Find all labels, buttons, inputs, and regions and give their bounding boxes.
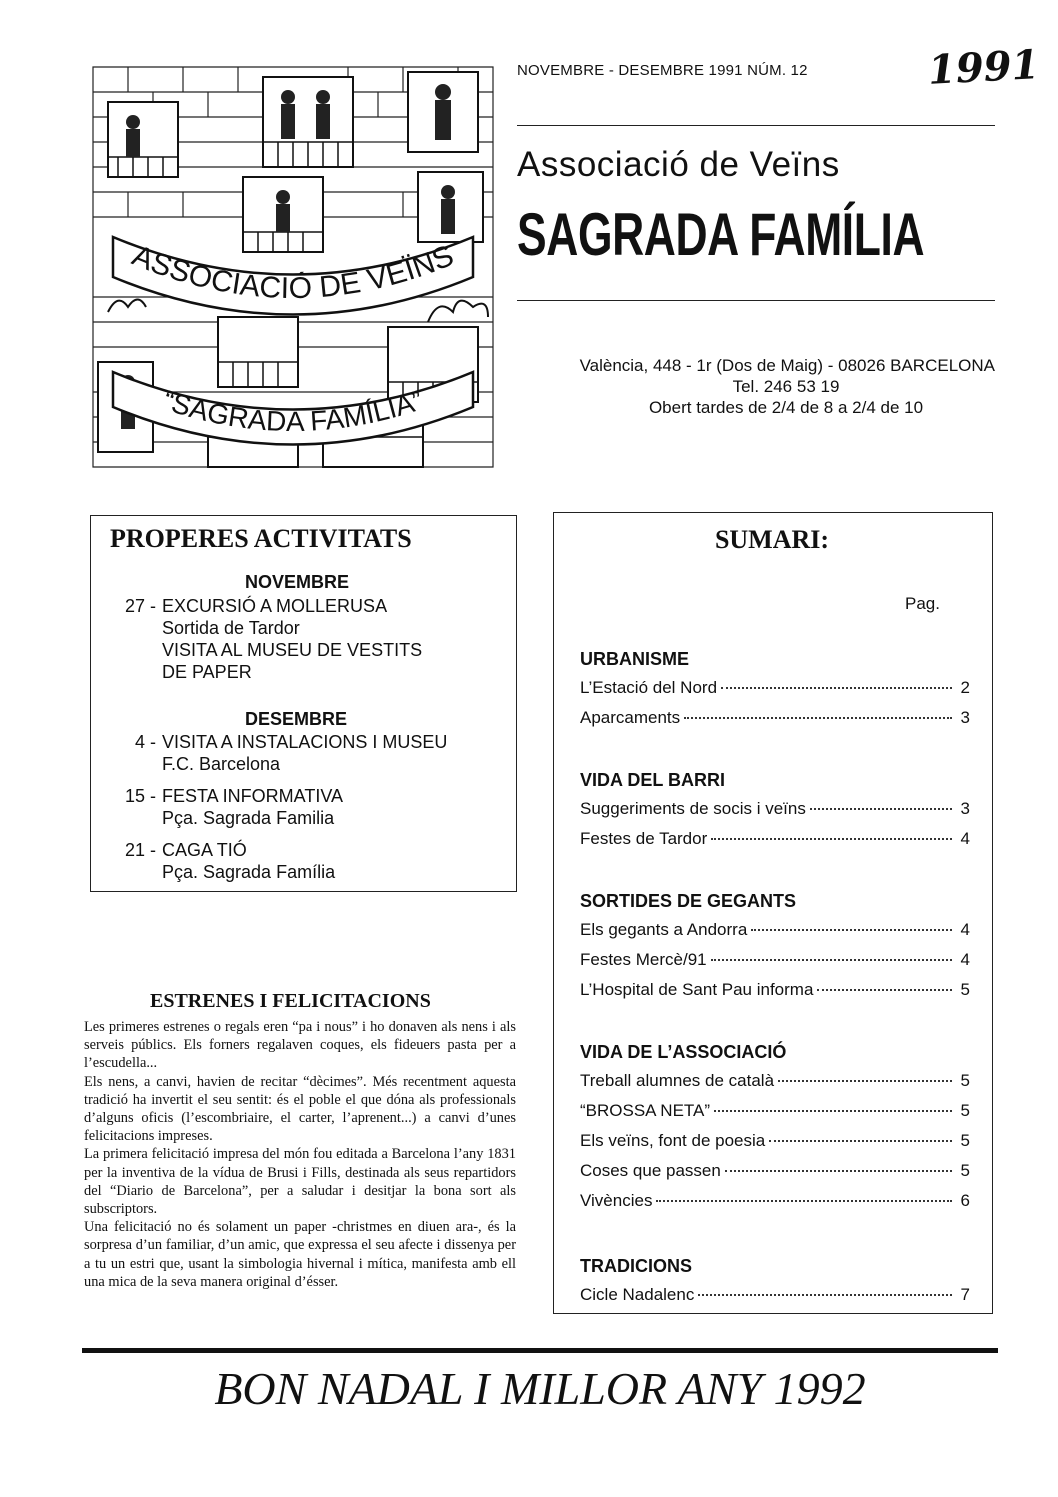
building-illustration bbox=[88, 62, 498, 472]
toc-entry[interactable] bbox=[580, 980, 970, 1010]
sumari-section-urbanisme bbox=[580, 649, 970, 738]
estrenes-paragraph: Les primeres estrenes o regals eren “pa i nous” i ho donaven als nens i als serveis públics. Els forners regalaven coques, els fideuers pasta per a l’escudella... bbox=[84, 1019, 516, 1072]
toc-entry[interactable] bbox=[580, 920, 970, 950]
org-name-line1: Associació de Veïns bbox=[517, 145, 840, 184]
toc-leader bbox=[817, 989, 952, 991]
address-street: València, 448 - 1r (Dos de Maig) - 08026 BARCELONA bbox=[579, 356, 995, 375]
activity-line: FESTA INFORMATIVA bbox=[162, 786, 344, 806]
header-rule-bottom bbox=[517, 300, 995, 301]
month-heading-november: NOVEMBRE bbox=[245, 572, 350, 592]
toc-entry-label: L’Hospital de Sant Pau informa bbox=[580, 980, 814, 999]
toc-entry-label: Festes de Tardor bbox=[580, 829, 708, 848]
sumari-section-title: SORTIDES DE GEGANTS bbox=[580, 891, 797, 911]
toc-leader bbox=[656, 1200, 952, 1202]
sumari-section-title: URBANISME bbox=[580, 649, 690, 669]
address-phone: Tel. 246 53 19 bbox=[732, 377, 840, 396]
address-hours: Obert tardes de 2/4 de 8 a 2/4 de 10 bbox=[648, 398, 924, 417]
estrenes-paragraph: Una felicitació no és solament un paper -christmes en diuen ara-, és la sorpresa d’un familiar, d’un amic, que expressa el seu afecte i dissenya per a tu un estri que, usant la simbologia hivernal i mítica, manifesta amb ell una mica de la seva manera original d’ésser. bbox=[84, 1219, 516, 1290]
toc-entry-label: Suggeriments de socis i veïns bbox=[580, 799, 806, 818]
toc-entry-label: Festes Mercè/91 bbox=[580, 950, 707, 969]
toc-entry[interactable] bbox=[580, 1071, 970, 1101]
toc-entry-page: 3 bbox=[960, 708, 970, 727]
toc-leader bbox=[725, 1170, 952, 1172]
sumari-section-title: VIDA DE L’ASSOCIACIÓ bbox=[580, 1042, 787, 1062]
handwritten-year: 1991 bbox=[926, 41, 1041, 94]
activity-line: Pça. Sagrada Familia bbox=[162, 808, 335, 828]
activity-line: F.C. Barcelona bbox=[162, 754, 281, 774]
toc-entry-page: 3 bbox=[960, 799, 970, 818]
activity-day: 4 - bbox=[134, 732, 156, 752]
christmas-greeting: BON NADAL I MILLOR ANY 1992 bbox=[214, 1363, 866, 1414]
toc-entry-label: “BROSSA NETA” bbox=[580, 1101, 711, 1120]
footer-rule bbox=[82, 1348, 998, 1353]
toc-entry[interactable] bbox=[580, 1191, 970, 1221]
activity-line: Pça. Sagrada Família bbox=[162, 862, 336, 882]
activity-item bbox=[110, 731, 447, 775]
estrenes-paragraph: Els nens, a canvi, havien de recitar “dècimes”. Més recentment aquesta tradició ha invertit el seu sentit: és el poble el que dóna als professionals d’alguns oficis (l’escombriaire, el carter, l’aprenent...) a canvi d’unes felicitacions impreses. bbox=[84, 1073, 516, 1145]
toc-entry-page: 5 bbox=[960, 1101, 970, 1120]
toc-entry-page: 4 bbox=[960, 950, 970, 969]
toc-entry[interactable] bbox=[580, 950, 970, 980]
page-column-label: Pag. bbox=[905, 594, 940, 613]
toc-entry[interactable] bbox=[580, 1101, 970, 1131]
estrenes-paragraph: La primera felicitació impresa del món fou editada a Barcelona l’any 1831 per la inventiva de la vídua de Brusi i Fills, destinada als seus repartidors del “Diario de Barcelona”, per a saludar i desitjar la bona sort als subscriptors. bbox=[84, 1146, 516, 1218]
toc-entry-page: 6 bbox=[960, 1191, 970, 1210]
toc-entry-label: Vivències bbox=[580, 1191, 653, 1210]
sumari-section-tradicions bbox=[580, 1256, 970, 1315]
banner-bottom-text: “SAGRADA FAMÍLIA” bbox=[159, 384, 427, 438]
activity-item bbox=[110, 595, 422, 683]
activity-line: VISITA A INSTALACIONS I MUSEU bbox=[162, 732, 448, 752]
toc-entry-label: L’Estació del Nord bbox=[580, 678, 718, 697]
issue-date: NOVEMBRE - DESEMBRE 1991 NÚM. 12 bbox=[517, 62, 808, 79]
month-heading-december: DESEMBRE bbox=[245, 709, 348, 729]
toc-entry-page: 5 bbox=[960, 1161, 970, 1180]
activity-line: CAGA TIÓ bbox=[162, 840, 247, 860]
address-block bbox=[517, 355, 995, 418]
toc-entry[interactable] bbox=[580, 678, 970, 708]
sumari-title: SUMARI: bbox=[714, 525, 830, 554]
toc-entry-page: 5 bbox=[960, 1071, 970, 1090]
toc-leader bbox=[810, 808, 952, 810]
sumari-section-title: TRADICIONS bbox=[580, 1256, 692, 1276]
activity-line: Sortida de Tardor bbox=[162, 618, 300, 638]
banner-top-text: ASSOCIACIÓ DE VEÏNS bbox=[127, 239, 459, 306]
activity-line: EXCURSIÓ A MOLLERUSA bbox=[162, 596, 388, 616]
toc-leader bbox=[684, 717, 952, 719]
activity-day: 21 - bbox=[124, 840, 156, 860]
sumari-section-vida-barri bbox=[580, 770, 970, 859]
toc-entry[interactable] bbox=[580, 1131, 970, 1161]
toc-leader bbox=[711, 838, 952, 840]
toc-entry-label: Cicle Nadalenc bbox=[580, 1285, 695, 1304]
toc-entry-label: Treball alumnes de català bbox=[580, 1071, 775, 1090]
activities-title: PROPERES ACTIVITATS bbox=[110, 524, 412, 553]
toc-leader bbox=[751, 929, 952, 931]
activities-december-list bbox=[110, 731, 447, 883]
toc-entry[interactable] bbox=[580, 829, 970, 859]
toc-leader bbox=[714, 1110, 952, 1112]
toc-entry-page: 7 bbox=[960, 1285, 970, 1304]
estrenes-text bbox=[84, 1018, 516, 1291]
activity-day: 27 - bbox=[124, 596, 156, 616]
activities-november-list bbox=[110, 595, 422, 683]
toc-entry-page: 5 bbox=[960, 1131, 970, 1150]
toc-leader bbox=[778, 1080, 952, 1082]
activity-line: DE PAPER bbox=[162, 662, 252, 682]
sumari-section-gegants bbox=[580, 891, 970, 1010]
toc-entry-page: 2 bbox=[960, 678, 970, 697]
toc-entry[interactable] bbox=[580, 1161, 970, 1191]
estrenes-title: ESTRENES I FELICITACIONS bbox=[150, 990, 431, 1012]
sumari-section-associacio bbox=[580, 1042, 970, 1221]
toc-leader bbox=[721, 687, 952, 689]
toc-entry-page: 4 bbox=[960, 829, 970, 848]
toc-entry[interactable] bbox=[580, 708, 970, 738]
toc-entry-label: Coses que passen bbox=[580, 1161, 721, 1180]
toc-entry-page: 5 bbox=[960, 980, 970, 999]
toc-entry[interactable] bbox=[580, 799, 970, 829]
activity-line: VISITA AL MUSEU DE VESTITS bbox=[162, 640, 423, 660]
activity-day: 15 - bbox=[124, 786, 156, 806]
org-name-line2: SAGRADA FAMÍLIA bbox=[517, 201, 925, 268]
header-rule-top bbox=[517, 125, 995, 126]
toc-leader bbox=[711, 959, 952, 961]
toc-entry-label: Els gegants a Andorra bbox=[580, 920, 748, 939]
toc-leader bbox=[769, 1140, 952, 1142]
toc-entry-label: Els veïns, font de poesia bbox=[580, 1131, 766, 1150]
toc-leader bbox=[698, 1294, 952, 1296]
toc-entry-label: Aparcaments bbox=[580, 708, 681, 727]
toc-entry[interactable] bbox=[580, 1285, 970, 1315]
activity-item bbox=[110, 785, 447, 829]
sumari-section-title: VIDA DEL BARRI bbox=[580, 770, 726, 790]
activity-item bbox=[110, 839, 447, 883]
toc-entry-page: 4 bbox=[960, 920, 970, 939]
